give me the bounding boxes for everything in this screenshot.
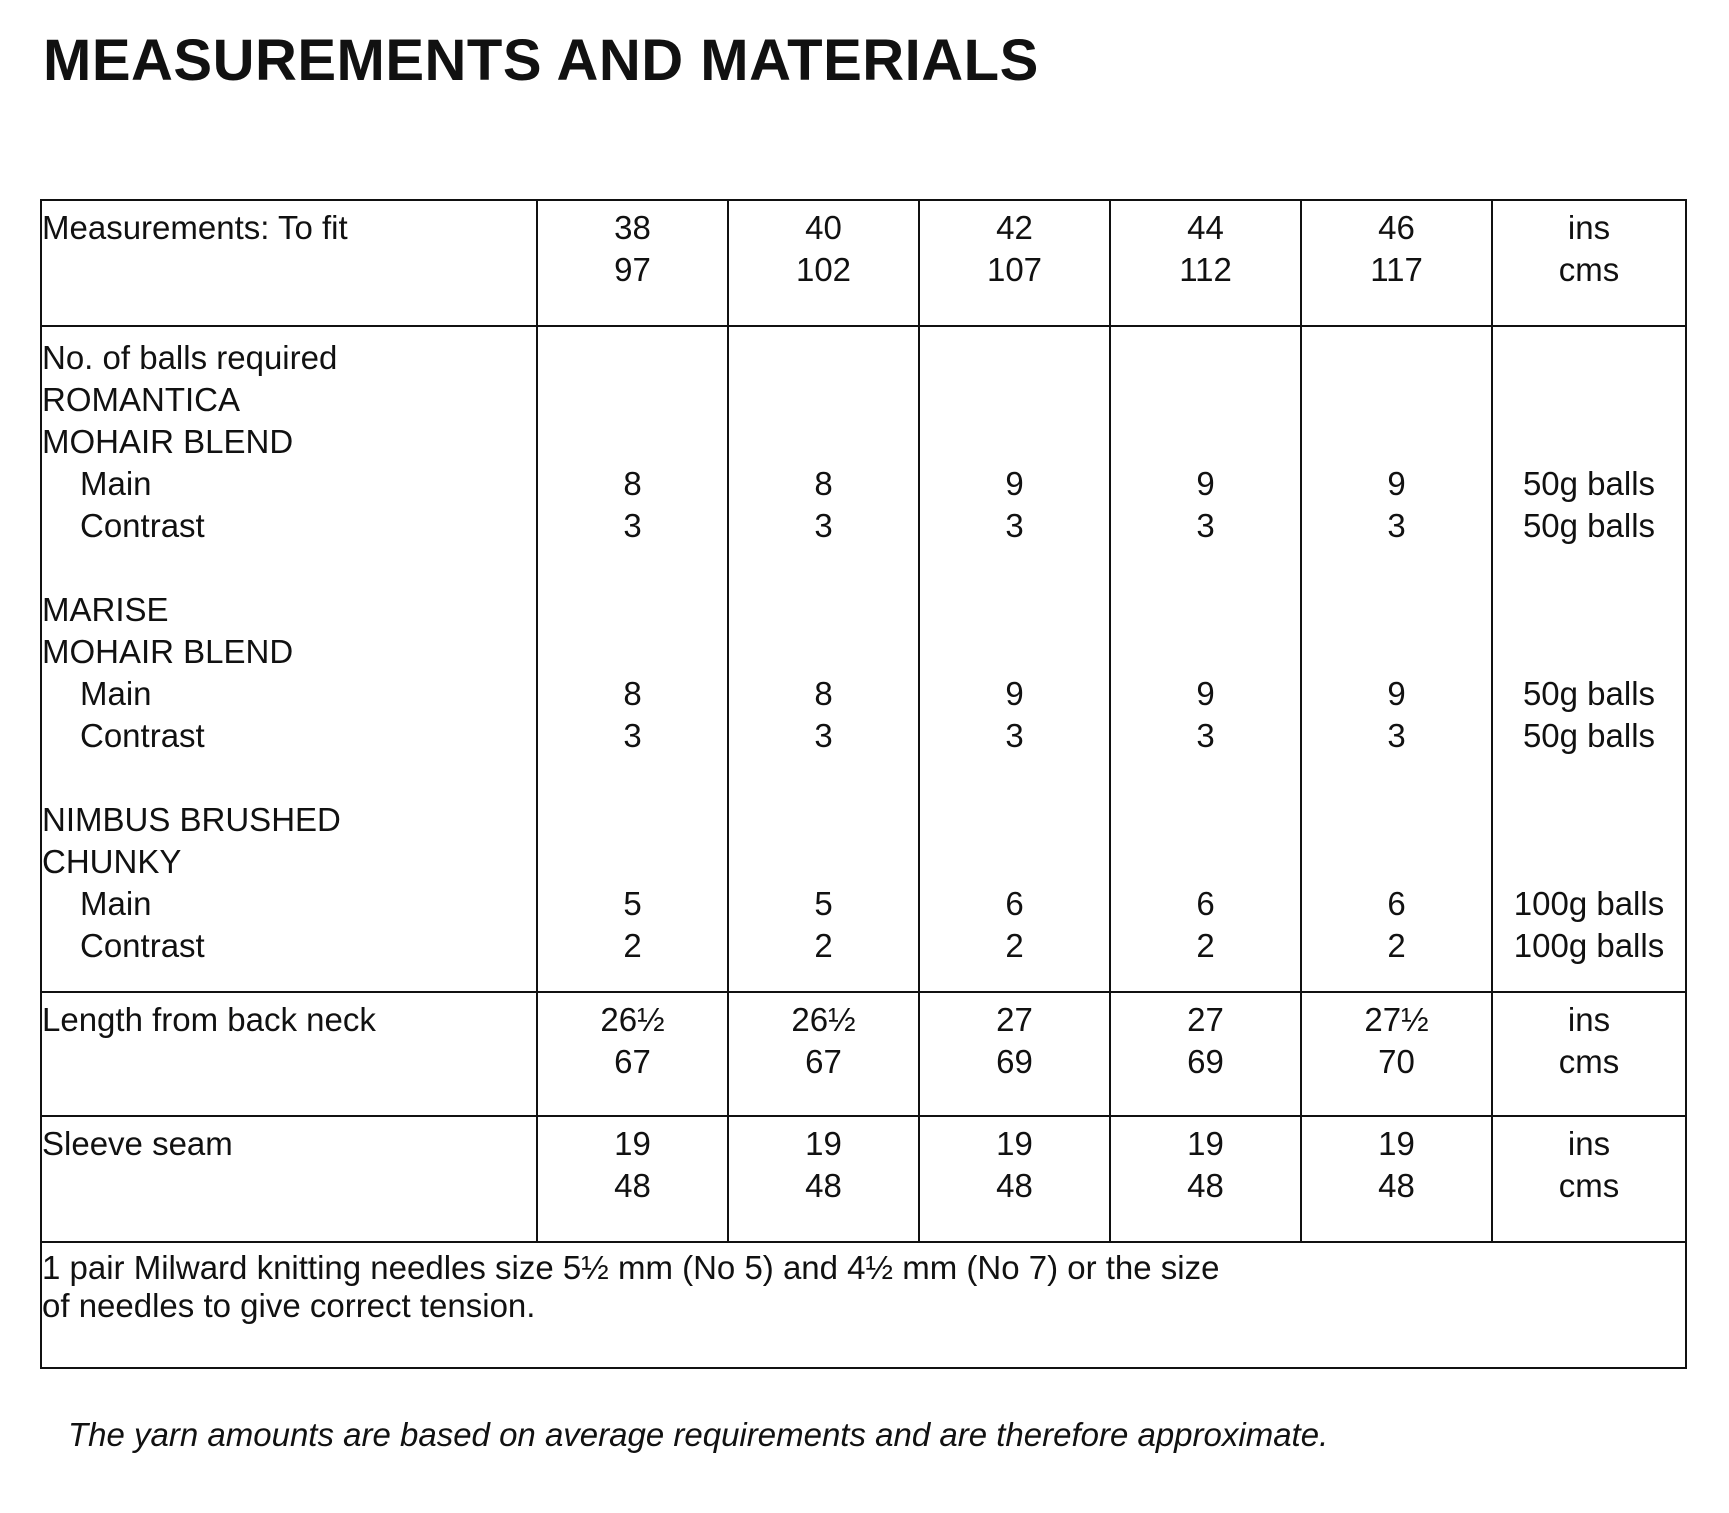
sleeve-ins: 19 (1187, 1125, 1224, 1162)
size-ins: 38 (614, 209, 651, 246)
ball-unit: 100g balls (1513, 927, 1665, 964)
balls-required-row (41, 326, 1686, 992)
length-column-2 (728, 992, 919, 1116)
balls-column-5 (1301, 326, 1492, 992)
sleeve-cms: 48 (614, 1167, 651, 1204)
size-cms: 107 (986, 251, 1043, 288)
main-count: 5 (623, 885, 642, 922)
main-count: 8 (623, 675, 642, 712)
balls-column-2 (728, 326, 919, 992)
needles-cell (41, 1242, 1686, 1368)
main-count: 9 (1005, 675, 1024, 712)
main-count: 9 (1196, 465, 1215, 502)
yarn-labels-cell (41, 326, 537, 992)
length-column-3 (919, 992, 1110, 1116)
main-count: 9 (1005, 465, 1024, 502)
contrast-count: 2 (1387, 927, 1406, 964)
sleeve-units-column (1492, 1116, 1686, 1242)
length-units-column (1492, 992, 1686, 1116)
size-cms: 97 (614, 251, 651, 288)
sleeve-label-cell (41, 1116, 537, 1242)
size-ins: 40 (805, 209, 842, 246)
contrast-count: 3 (1005, 717, 1024, 754)
sleeve-ins: 19 (1378, 1125, 1415, 1162)
main-count: 9 (1196, 675, 1215, 712)
length-column-1 (537, 992, 728, 1116)
main-count: 6 (1005, 885, 1024, 922)
ball-unit: 50g balls (1522, 465, 1656, 502)
yarn-name-line: MOHAIR BLEND (42, 633, 294, 670)
main-count: 9 (1387, 675, 1406, 712)
contrast-label: Contrast (80, 507, 205, 544)
sleeve-label: Sleeve seam (42, 1125, 233, 1162)
length-ins: 27½ (1364, 1001, 1429, 1038)
contrast-count: 2 (623, 927, 642, 964)
contrast-count: 3 (814, 507, 833, 544)
measurements-label-cell (41, 200, 537, 326)
sleeve-row (41, 1116, 1686, 1242)
size-column-5 (1301, 200, 1492, 326)
needles-row (41, 1242, 1686, 1368)
yarn-name-line: MARISE (42, 591, 169, 628)
size-column-2 (728, 200, 919, 326)
yarn-name-line: NIMBUS BRUSHED (42, 801, 341, 838)
balls-column-4 (1110, 326, 1301, 992)
ball-unit: 50g balls (1522, 507, 1656, 544)
contrast-count: 3 (1387, 717, 1406, 754)
length-ins: 27 (1187, 1001, 1224, 1038)
size-cms: 102 (795, 251, 852, 288)
main-count: 8 (814, 465, 833, 502)
sleeve-column-5 (1301, 1116, 1492, 1242)
unit-cms: cms (1558, 1167, 1620, 1204)
length-label-cell (41, 992, 537, 1116)
length-column-4 (1110, 992, 1301, 1116)
length-cms: 70 (1378, 1043, 1415, 1080)
sleeve-column-3 (919, 1116, 1110, 1242)
contrast-count: 3 (814, 717, 833, 754)
main-count: 8 (623, 465, 642, 502)
needles-line-1: 1 pair Milward knitting needles size 5½ mm (No 5) and 4½ mm (No 7) or the size (42, 1249, 1220, 1286)
balls-column-3 (919, 326, 1110, 992)
size-cms: 117 (1370, 251, 1423, 288)
contrast-label: Contrast (80, 717, 205, 754)
contrast-label: Contrast (80, 927, 205, 964)
main-count: 8 (814, 675, 833, 712)
size-column-3 (919, 200, 1110, 326)
measurements-table (40, 199, 1687, 1369)
size-cms: 112 (1179, 251, 1232, 288)
unit-ins: ins (1567, 209, 1611, 246)
length-cms: 67 (614, 1043, 651, 1080)
length-label: Length from back neck (42, 1001, 376, 1038)
ball-unit: 100g balls (1513, 885, 1665, 922)
contrast-count: 2 (814, 927, 833, 964)
main-count: 6 (1387, 885, 1406, 922)
yarn-name-line: ROMANTICA (42, 381, 240, 418)
main-count: 6 (1196, 885, 1215, 922)
size-column-1 (537, 200, 728, 326)
contrast-count: 3 (623, 507, 642, 544)
main-count: 9 (1387, 465, 1406, 502)
main-label: Main (80, 675, 152, 712)
length-ins: 26½ (600, 1001, 665, 1038)
size-column-4 (1110, 200, 1301, 326)
sleeve-cms: 48 (1378, 1167, 1415, 1204)
contrast-count: 2 (1196, 927, 1215, 964)
length-ins: 27 (996, 1001, 1033, 1038)
sleeve-cms: 48 (805, 1167, 842, 1204)
size-ins: 46 (1378, 209, 1415, 246)
page-title: MEASUREMENTS AND MATERIALS (43, 28, 1039, 93)
unit-cms: cms (1558, 1043, 1620, 1080)
main-label: Main (80, 885, 152, 922)
main-label: Main (80, 465, 152, 502)
unit-ins: ins (1567, 1125, 1611, 1162)
sleeve-column-4 (1110, 1116, 1301, 1242)
unit-cms: cms (1558, 251, 1620, 288)
size-ins: 42 (996, 209, 1033, 246)
length-cms: 67 (805, 1043, 842, 1080)
yarn-name-line: MOHAIR BLEND (42, 423, 294, 460)
measurements-row (41, 200, 1686, 326)
length-cms: 69 (1187, 1043, 1224, 1080)
length-ins: 26½ (791, 1001, 856, 1038)
ball-unit: 50g balls (1522, 675, 1656, 712)
sleeve-ins: 19 (996, 1125, 1033, 1162)
sleeve-cms: 48 (996, 1167, 1033, 1204)
contrast-count: 3 (1387, 507, 1406, 544)
sleeve-column-2 (728, 1116, 919, 1242)
yarn-name-line: CHUNKY (42, 843, 182, 880)
measurements-label: Measurements: To fit (42, 209, 348, 246)
units-column (1492, 200, 1686, 326)
balls-units-column (1492, 326, 1686, 992)
yarn-note: The yarn amounts are based on average requirements and are therefore approximate. (68, 1416, 1329, 1453)
sleeve-cms: 48 (1187, 1167, 1224, 1204)
contrast-count: 2 (1005, 927, 1024, 964)
length-cms: 69 (996, 1043, 1033, 1080)
needles-line-2: of needles to give correct tension. (42, 1287, 536, 1324)
sleeve-ins: 19 (614, 1125, 651, 1162)
ball-unit: 50g balls (1522, 717, 1656, 754)
balls-heading: No. of balls required (42, 339, 338, 376)
sleeve-column-1 (537, 1116, 728, 1242)
unit-ins: ins (1567, 1001, 1611, 1038)
length-row (41, 992, 1686, 1116)
contrast-count: 3 (1196, 717, 1215, 754)
sleeve-ins: 19 (805, 1125, 842, 1162)
balls-column-1 (537, 326, 728, 992)
size-ins: 44 (1187, 209, 1224, 246)
contrast-count: 3 (1196, 507, 1215, 544)
contrast-count: 3 (623, 717, 642, 754)
length-column-5 (1301, 992, 1492, 1116)
main-count: 5 (814, 885, 833, 922)
contrast-count: 3 (1005, 507, 1024, 544)
